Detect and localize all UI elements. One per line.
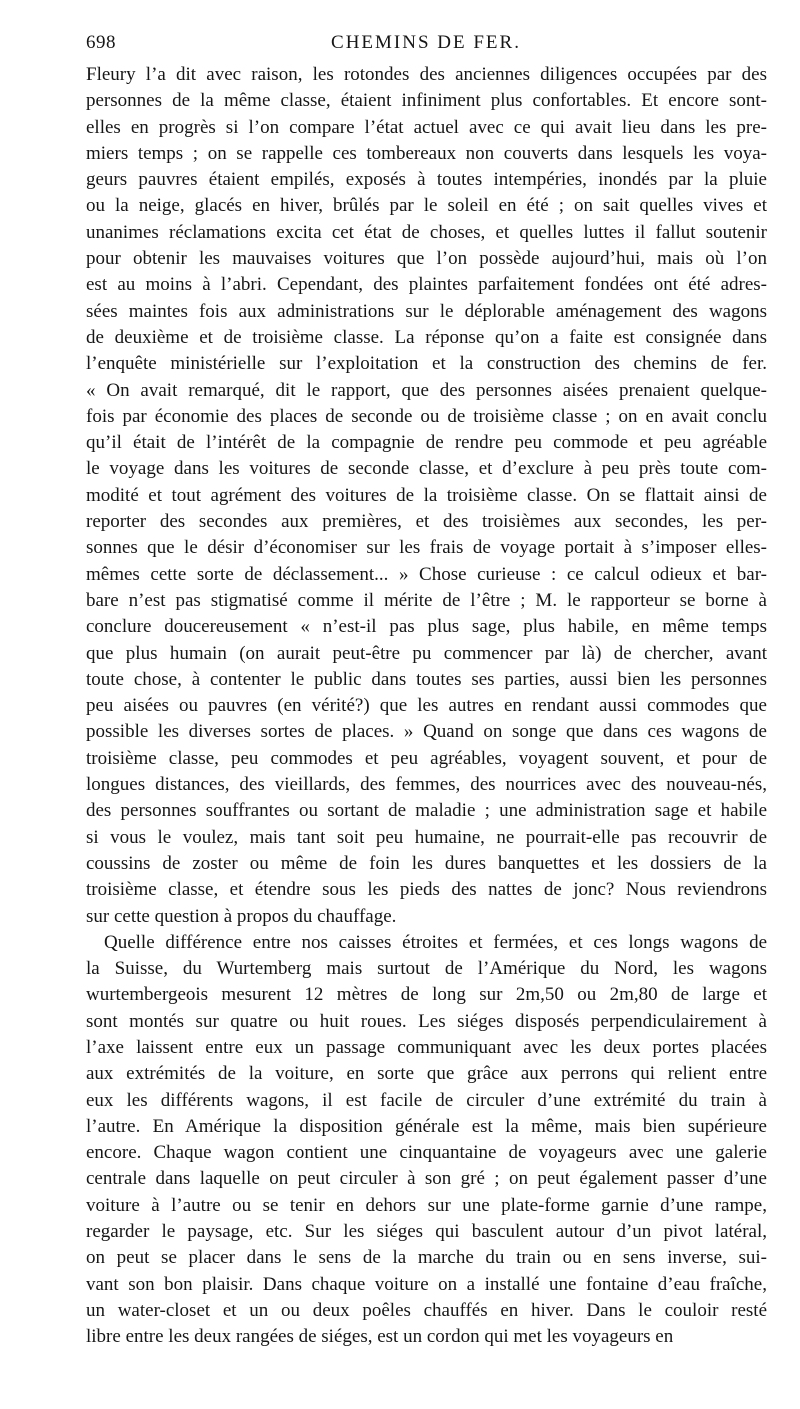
text-line: troisième classe, peu commodes et peu agréables, voyagent souvent, et pour de: [86, 747, 767, 769]
text-line: des personnes souffrantes ou sortant de maladie ; une administration sage et habile: [86, 800, 767, 822]
text-line: aux extrémités de la voiture, en sorte que grâce aux perrons qui relient entre: [86, 1063, 767, 1085]
text-line: est au moins à l’abri. Cependant, des plaintes parfaitement fondées ont été adres-: [86, 274, 767, 296]
text-line: possible les diverses sortes de places. » Quand on songe que dans ces wagons de: [86, 721, 767, 743]
page-number: 698: [86, 32, 116, 53]
text-line: vant son bon plaisir. Dans chaque voiture on a installé une fontaine d’eau fraîche,: [86, 1273, 767, 1295]
text-line: peu aisées ou pauvres (en vérité?) que les autres en rendant aussi commodes que: [86, 695, 767, 717]
running-title: CHEMINS DE FER.: [331, 32, 521, 53]
text-line: l’enquête ministérielle sur l’exploitation et la construction des chemins de fer.: [86, 353, 767, 375]
text-line: Quelle différence entre nos caisses étroites et fermées, et ces longs wagons de: [104, 931, 767, 953]
text-line: mêmes cette sorte de déclassement... » Chose curieuse : ce calcul odieux et bar-: [86, 563, 767, 585]
text-line: elles en progrès si l’on compare l’état actuel avec ce qui avait lieu dans les pre-: [86, 116, 767, 138]
running-head: [86, 32, 766, 60]
text-line: unanimes réclamations excita cet état de choses, et quelles luttes il fallut soutenir: [86, 221, 767, 243]
text-line: l’autre. En Amérique la disposition générale est la même, mais bien supérieure: [86, 1115, 767, 1137]
text-line: sonnes que le désir d’économiser sur les frais de voyage portait à s’imposer elles-: [86, 537, 767, 559]
text-line: fois par économie des places de seconde ou de troisième classe ; on en avait conclu: [86, 405, 767, 427]
text-line: voiture à l’autre ou se tenir en dehors sur une plate-forme garnie d’une rampe,: [86, 1194, 767, 1216]
text-line: si vous le voulez, mais tant soit peu humaine, ne pourrait-elle pas recouvrir de: [86, 826, 767, 848]
text-line: Fleury l’a dit avec raison, les rotondes des anciennes diligences occupées par des: [86, 64, 767, 85]
text-line: sont montés sur quatre ou huit roues. Les siéges disposés perpendiculairement à: [86, 1010, 767, 1032]
text-line: conclure doucereusement « n’est-il pas plus sage, plus habile, en même temps: [86, 616, 767, 638]
text-line: wurtembergeois mesurent 12 mètres de long sur 2m,50 ou 2m,80 de large et: [86, 984, 767, 1006]
text-line: sées maintes fois aux administrations sur le déplorable aménagement des wagons: [86, 300, 767, 322]
text-line: « On avait remarqué, dit le rapport, que des personnes aisées prenaient quelque-: [86, 379, 767, 401]
text-line: reporter des secondes aux premières, et des troisièmes aux secondes, les per-: [86, 511, 767, 533]
text-line: personnes de la même classe, étaient infiniment plus confortables. Et encore sont-: [86, 90, 767, 112]
body-text: [86, 62, 767, 1351]
text-line: la Suisse, du Wurtemberg mais surtout de l’Amérique du Nord, les wagons: [86, 958, 767, 980]
text-line: bare n’est pas stigmatisé comme il mérite de l’être ; M. le rapporteur se borne à: [86, 589, 767, 611]
text-line: longues distances, des vieillards, des femmes, des nourrices avec des nouveau-nés,: [86, 774, 767, 796]
text-line: de deuxième et de troisième classe. La réponse qu’on a faite est consignée dans: [86, 326, 767, 348]
text-line: pour obtenir les mauvaises voitures que l’on possède aujourd’hui, mais où l’on: [86, 248, 767, 270]
text-line: eux les différents wagons, il est facile de circuler d’une extrémité du train à: [86, 1089, 767, 1111]
text-line: l’axe laissent entre eux un passage communiquant avec les deux portes placées: [86, 1036, 767, 1058]
text-line: regarder le paysage, etc. Sur les siéges qui basculent autour d’un pivot latéral,: [86, 1221, 767, 1243]
text-line: libre entre les deux rangées de siéges, est un cordon qui met les voyageurs en: [86, 1326, 674, 1348]
text-line: modité et tout agrément des voitures de la troisième classe. On se flattait ainsi de: [86, 484, 767, 506]
text-line: on peut se placer dans le sens de la marche du train ou en sens inverse, sui-: [86, 1247, 767, 1269]
text-line: ou la neige, glacés en hiver, brûlés par le soleil en été ; on sait quelles vives et: [86, 195, 767, 217]
text-line: centrale dans laquelle on peut circuler à son gré ; on peut également passer d’une: [86, 1168, 767, 1190]
text-line: le voyage dans les voitures de seconde classe, et d’exclure à peu près toute com-: [86, 458, 767, 480]
text-line: geurs pauvres étaient empilés, exposés à toutes intempéries, inondés par la pluie: [86, 169, 767, 191]
text-line: encore. Chaque wagon contient une cinquantaine de voyageurs avec une galerie: [86, 1142, 767, 1164]
text-line: miers temps ; on se rappelle ces tombereaux non couverts dans lesquels les voya-: [86, 142, 767, 164]
text-line: troisième classe, et étendre sous les pieds des nattes de jonc? Nous reviendrons: [86, 879, 767, 901]
text-line: sur cette question à propos du chauffage.: [86, 905, 397, 927]
text-line: coussins de zoster ou même de foin les dures banquettes et les dossiers de la: [86, 852, 767, 874]
text-line: toute chose, à contenter le public dans toutes ses parties, aussi bien les personnes: [86, 668, 767, 690]
text-line: qu’il était de l’intérêt de la compagnie de rendre peu commode et peu agréable: [86, 432, 767, 454]
text-line: que plus humain (on aurait peut-être pu commencer par là) de chercher, avant: [86, 642, 767, 664]
text-line: un water-closet et un ou deux poêles chauffés en hiver. Dans le couloir resté: [86, 1299, 767, 1321]
